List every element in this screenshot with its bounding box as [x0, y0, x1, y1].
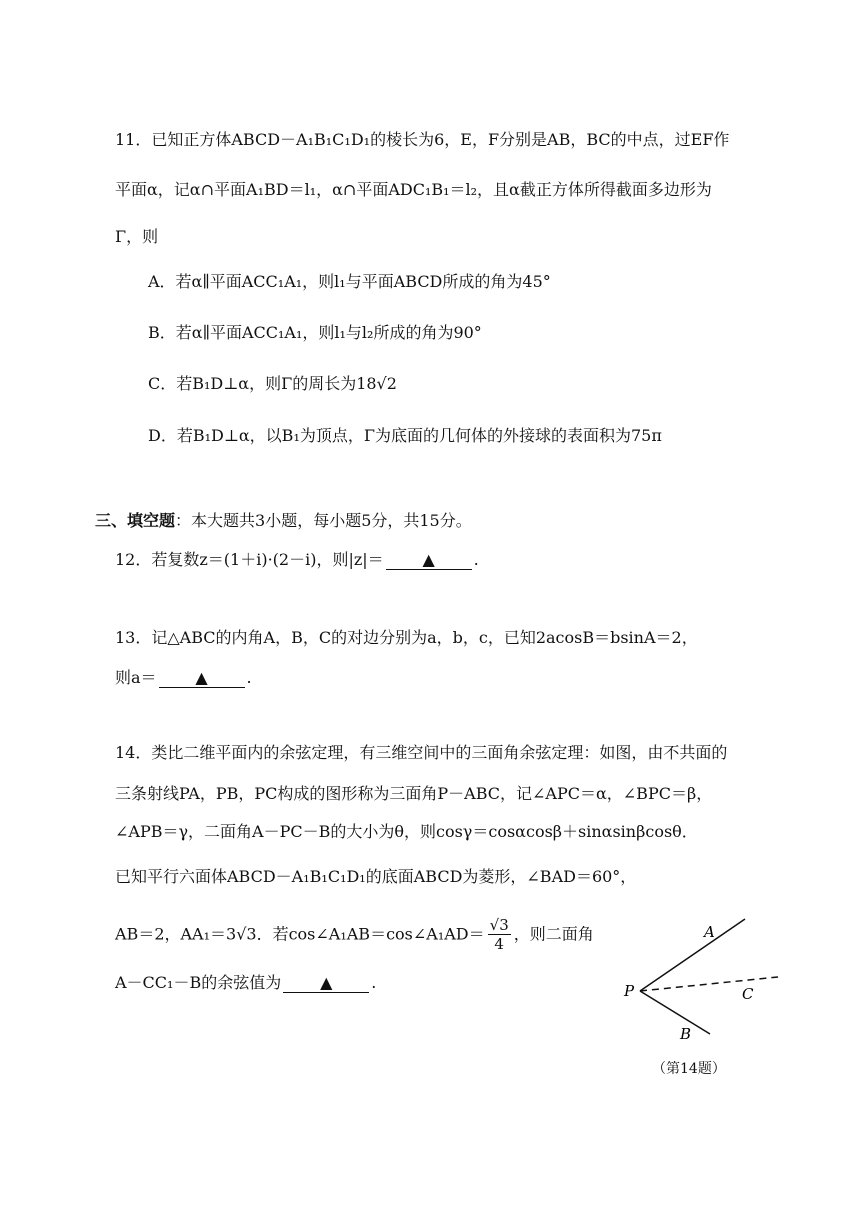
- q14-line-4: 已知平行六面体ABCD－A₁B₁C₁D₁的底面ABCD为菱形，∠BAD＝60°，: [115, 867, 637, 886]
- q14-line-5-text: AB＝2，AA₁＝3√3．若cos∠A₁AB＝cos∠A₁AD＝: [115, 924, 485, 944]
- q14-line-6-text: A－CC₁－B的余弦值为: [115, 973, 282, 992]
- q13-line-2: [115, 670, 252, 688]
- q11-option-d: D．若B₁D⊥α，以B₁为顶点，Γ为底面的几何体的外接球的表面积为75π: [148, 426, 662, 445]
- q11-line-2: 平面α，记α∩平面A₁BD＝l₁，α∩平面ADC₁B₁＝l₂，且α截正方体所得截面多边形为: [115, 180, 712, 199]
- fraction-denominator: 4: [494, 935, 504, 953]
- q12-line: [115, 552, 479, 570]
- q14-line-6: [115, 975, 376, 993]
- q11-line-3: Γ，则: [115, 227, 159, 246]
- section-3-description: ：本大题共3小题，每小题5分，共15分。: [175, 511, 472, 530]
- label-c: C: [742, 985, 754, 1003]
- ray-pc: [640, 977, 778, 991]
- q13-period: .: [246, 668, 252, 687]
- label-b: B: [680, 1025, 692, 1043]
- q14-line-5-suffix: ，则二面角: [513, 924, 594, 944]
- q14-period: .: [371, 973, 377, 992]
- q12-text: 12．若复数z＝(1＋i)·(2－i)，则|z|＝: [115, 550, 384, 569]
- label-p: P: [624, 982, 635, 1000]
- section-3-heading: [95, 513, 472, 529]
- q13-text: 则a＝: [115, 668, 157, 687]
- figure-caption: （第14题）: [652, 1061, 726, 1077]
- q14-answer-blank: ▲: [283, 975, 369, 993]
- ray-pa: [640, 919, 745, 991]
- q11-line-1: 11．已知正方体ABCD－A₁B₁C₁D₁的棱长为6，E，F分别是AB，BC的中点，过EF作: [115, 130, 730, 149]
- q13-line-1: 13．记△ABC的内角A，B，C的对边分别为a，b，c，已知2acosB＝bsinA＝2，: [115, 628, 698, 647]
- q11-option-a: A．若α∥平面ACC₁A₁，则l₁与平面ABCD所成的角为45°: [148, 272, 551, 291]
- q12-period: .: [473, 550, 479, 569]
- q11-option-c: C．若B₁D⊥α，则Γ的周长为18√2: [148, 374, 397, 393]
- trihedral-angle-figure: [610, 905, 790, 1055]
- q12-answer-blank: ▲: [386, 552, 472, 570]
- label-a: A: [704, 923, 715, 941]
- fraction: [488, 918, 511, 952]
- q14-line-5: [115, 918, 594, 952]
- q13-answer-blank: ▲: [159, 670, 245, 688]
- ray-pb: [640, 991, 710, 1034]
- q14-line-2: 三条射线PA，PB，PC构成的图形称为三面角P－ABC，记∠APC＝α，∠BPC＝β，: [115, 784, 713, 803]
- q14-line-1: 14．类比二维平面内的余弦定理，有三维空间中的三面角余弦定理：如图，由不共面的: [115, 743, 728, 762]
- fraction-numerator: √3: [489, 916, 509, 934]
- section-3-title: 三、填空题: [95, 511, 176, 530]
- q14-line-3: ∠APB＝γ，二面角A－PC－B的大小为θ，则cosγ＝cosαcosβ＋sinαsinβcosθ．: [115, 822, 698, 841]
- q11-option-b: B．若α∥平面ACC₁A₁，则l₁与l₂所成的角为90°: [148, 323, 482, 342]
